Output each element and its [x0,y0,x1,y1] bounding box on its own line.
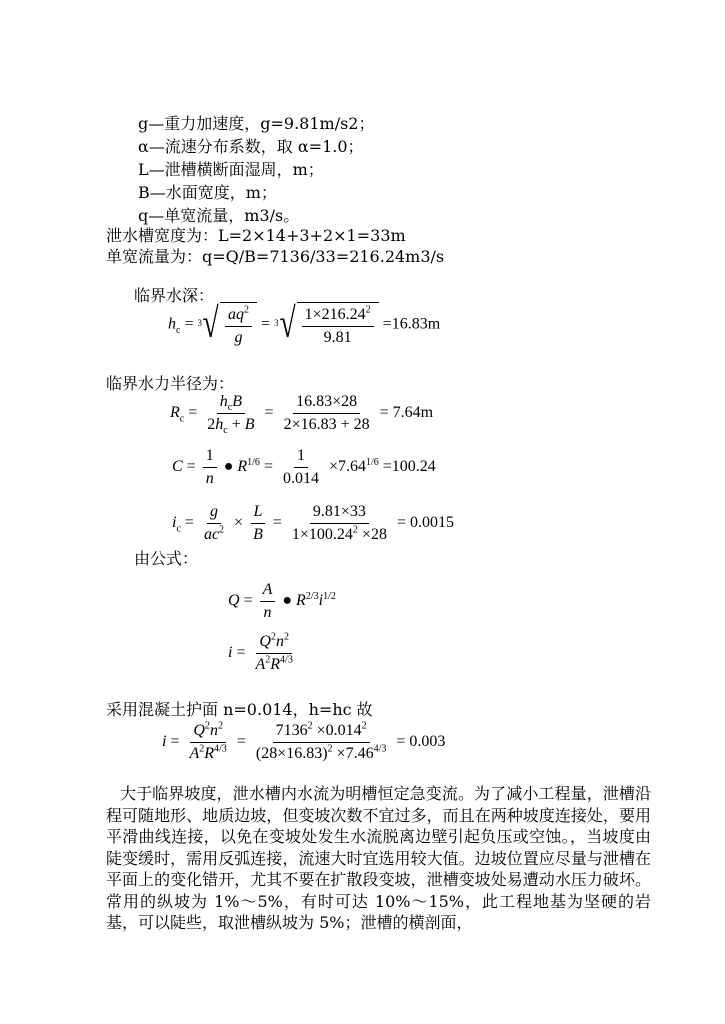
concrete-surface-line: 采用混凝土护面 n=0.014，h=hc 故 [106,700,373,719]
critical-depth-formula: $h_c$ = 3 √ $\frac{aq^2}{g}$ = 3 √ $\frac{1\times 216.24^2}{9.81}$ =16.83m [168,301,441,347]
slope-result: = 0.003 [396,733,446,751]
definition-g: g—重力加速度，g=9.81m/s2； [138,114,375,133]
definition-q: q—单宽流量，m3/s。 [138,206,300,225]
c-result: =100.24 [382,458,436,476]
formula-label: 由公式： [134,549,199,568]
critical-depth-label: 临界水深： [134,286,215,305]
chezy-formula: C = $\frac{1}{n}$ ● $R^{1/6}$ = $\frac{1}{0.014}$ $\times 7.64^{1/6} =100.24$ [172,447,436,487]
channel-width-line: 泄水槽宽度为：L=2×14+3+2×1=33m [106,226,406,245]
hydraulic-radius-label: 临界水力半径为： [106,374,235,393]
rc-result: = 7.64m [379,404,434,422]
slope-computation: i = $\frac{Q^2n^2}{A^2R^{4/3}}$ = $\frac{7136^2 \times 0.014^2}{(28\times 16.83)^2 \times 7.46^{4/3}}$ = 0.003 [162,720,446,762]
definition-alpha: α—流速分布系数，取 α=1.0； [138,137,364,156]
unit-flow-line: 单宽流量为：q=Q/B=7136/33=216.24m3/s [106,247,445,266]
slope-formula: i = $\frac{Q^2n^2}{A^2R^{4/3}}$ [228,631,293,673]
definition-l: L—泄槽横断面湿周，m； [138,160,324,179]
critical-slope-formula: $i_c$ = $\frac{g}{ac^2}$ × $\frac{L}{B}$ = $\frac{9.81\times 33}{1\times 100.24^2 \times 28}$ = 0.0015 [172,503,454,543]
rc-formula: $R_c$ = $\frac{h_cB}{2h_c + B}$ = $\frac{16.83\times 28}{2\times 16.83 + 28}$ = 7.64m [170,393,434,437]
design-paragraph: 大于临界坡度，泄水槽内水流为明槽恒定急变流。为了减小工程量，泄槽沿程可随地形、地质边坡，但变坡次数不宜过多，而且在两种坡度连接处，要用平滑曲线连接，以免在变坡处发生水流脱离边壁引起负压或空蚀。，当坡度由陡变缓时，需用反弧连接，流速大时宜选用较大值。边坡位置应尽量与泄槽在平面上的变化错开，尤其不要在扩散段变坡，泄槽变坡处易遭动水压力破坏。常用的纵坡为 1%～5%，有时可达 10%～15%，此工程地基为坚硬的岩基，可以陡些，取泄槽纵坡为 5%；泄槽的横剖面， [106,784,651,932]
critical-depth-result: =16.83m [382,315,441,333]
manning-formula: Q = $\frac{A}{n}$ ● $R^{2/3}i^{1/2}$ [228,581,336,621]
ic-result: = 0.0015 [396,514,454,532]
definition-b: B—水面宽度，m； [138,183,277,202]
